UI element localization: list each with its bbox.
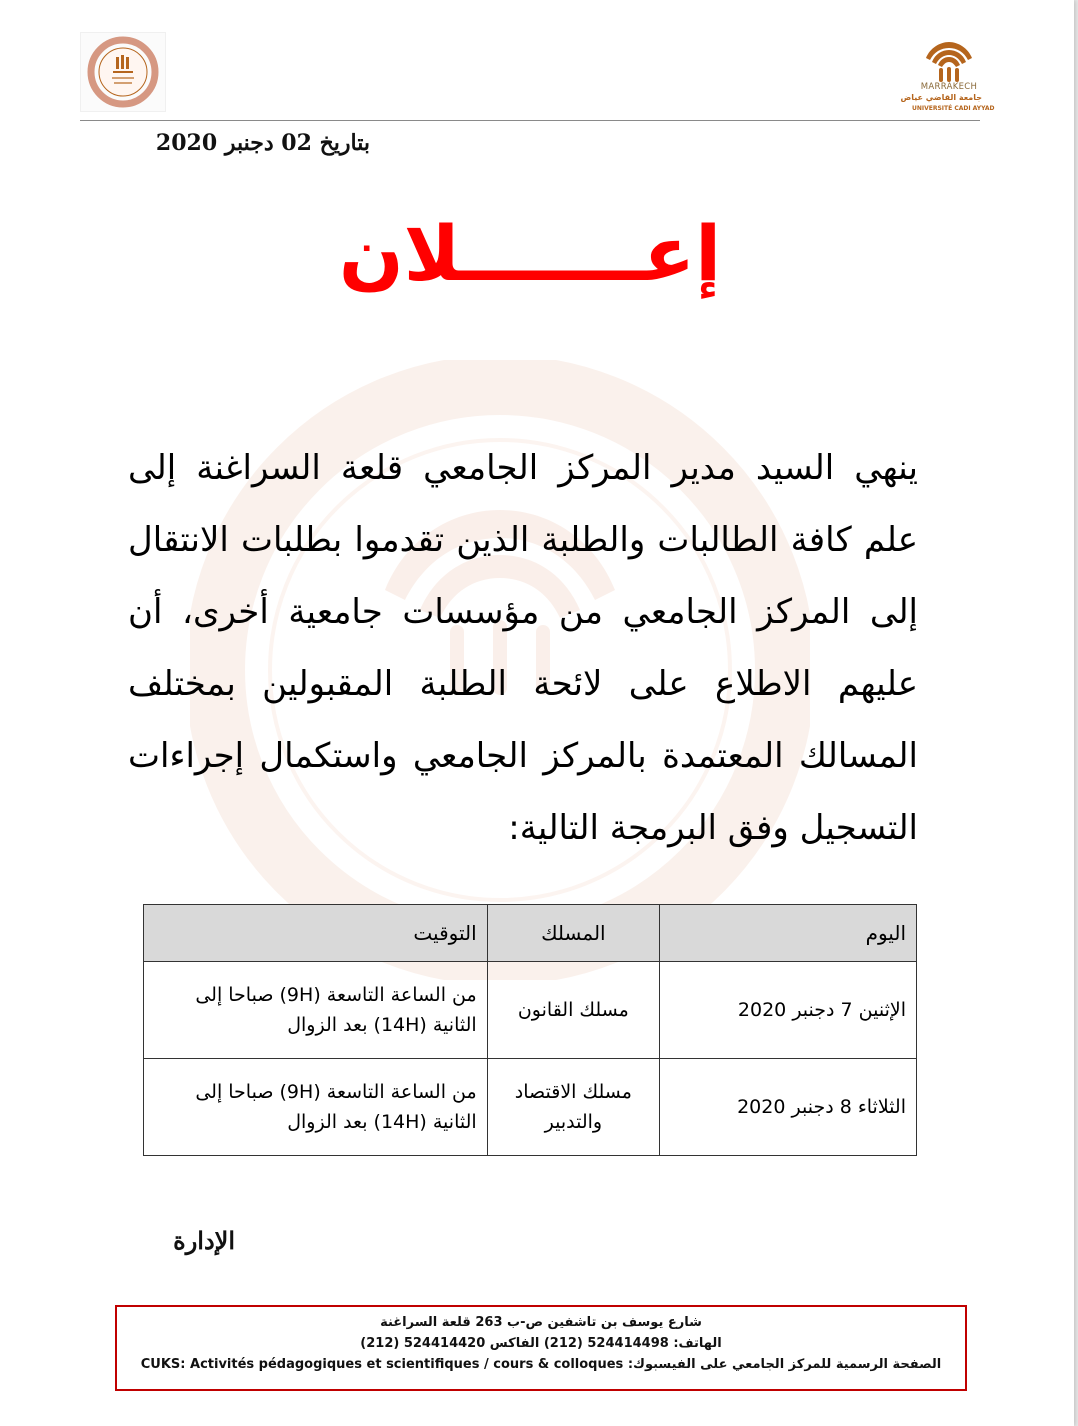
footer-facebook-label: الصفحة الرسمية للمركز الجامعي على الفيسبوك: bbox=[627, 1357, 942, 1372]
footer-address: شارع يوسف بن تاشفين ص-ب 263 قلعة السراغنة bbox=[380, 1315, 702, 1330]
cuks-seal-icon bbox=[81, 33, 165, 111]
header-day: اليوم bbox=[660, 905, 917, 962]
footer-facebook-line bbox=[127, 1357, 955, 1372]
footer-phone-fax: الهاتف: 524414498 (212) الفاكس 524414420 (212) bbox=[360, 1336, 722, 1351]
table-row bbox=[144, 962, 917, 1059]
row-track: مسلك القانون bbox=[487, 962, 659, 1059]
header-time: التوقيت bbox=[144, 905, 488, 962]
row-day: الإثنين 7 دجنبر 2020 bbox=[660, 962, 917, 1059]
logo-arabic-text: جامعة القاضي عياض bbox=[900, 93, 982, 102]
row-time: من الساعة التاسعة (9H) صباحا إلى الثانية (14H) بعد الزوال bbox=[144, 962, 488, 1059]
logo-french-text: UNIVERSITÉ CADI AYYAD bbox=[912, 105, 995, 112]
page-title: إعـــــــلان bbox=[338, 209, 722, 298]
table-row bbox=[144, 1059, 917, 1156]
header-track: المسلك bbox=[487, 905, 659, 962]
document-date: بتاريخ 02 دجنبر 2020 bbox=[155, 130, 370, 156]
signature: الإدارة bbox=[173, 1226, 235, 1255]
announcement-body: ينهي السيد مدير المركز الجامعي قلعة السراغنة إلى علم كافة الطالبات والطلبة الذين تقدموا بطلبات الانتقال إلى المركز الجامعي من مؤسسات جامعية أخرى، أن عليهم الاطلاع على لائحة الطلبة المقبولين بمختلف المسالك المعتمدة بالمركز الجامعي واستكمال إجراءات التسجيل وفق البرمجة التالية: bbox=[128, 448, 918, 848]
schedule-table bbox=[143, 904, 917, 1156]
uca-logo bbox=[900, 34, 995, 116]
row-day: الثلاثاء 8 دجنبر 2020 bbox=[660, 1059, 917, 1156]
row-time: من الساعة التاسعة (9H) صباحا إلى الثانية (14H) بعد الزوال bbox=[144, 1059, 488, 1156]
uca-marrakech-palm-logo-icon bbox=[900, 34, 982, 116]
row-track: مسلك الاقتصاد والتدبير bbox=[487, 1059, 659, 1156]
footer-contact-box bbox=[115, 1305, 967, 1391]
cuks-seal-logo bbox=[80, 32, 166, 112]
header-divider bbox=[80, 120, 980, 121]
table-header-row bbox=[144, 905, 917, 962]
footer-facebook-page[interactable]: CUKS: Activités pédagogiques et scientifiques / cours & colloques bbox=[140, 1357, 624, 1372]
logo-city-text: MARRAKECH bbox=[920, 82, 978, 92]
